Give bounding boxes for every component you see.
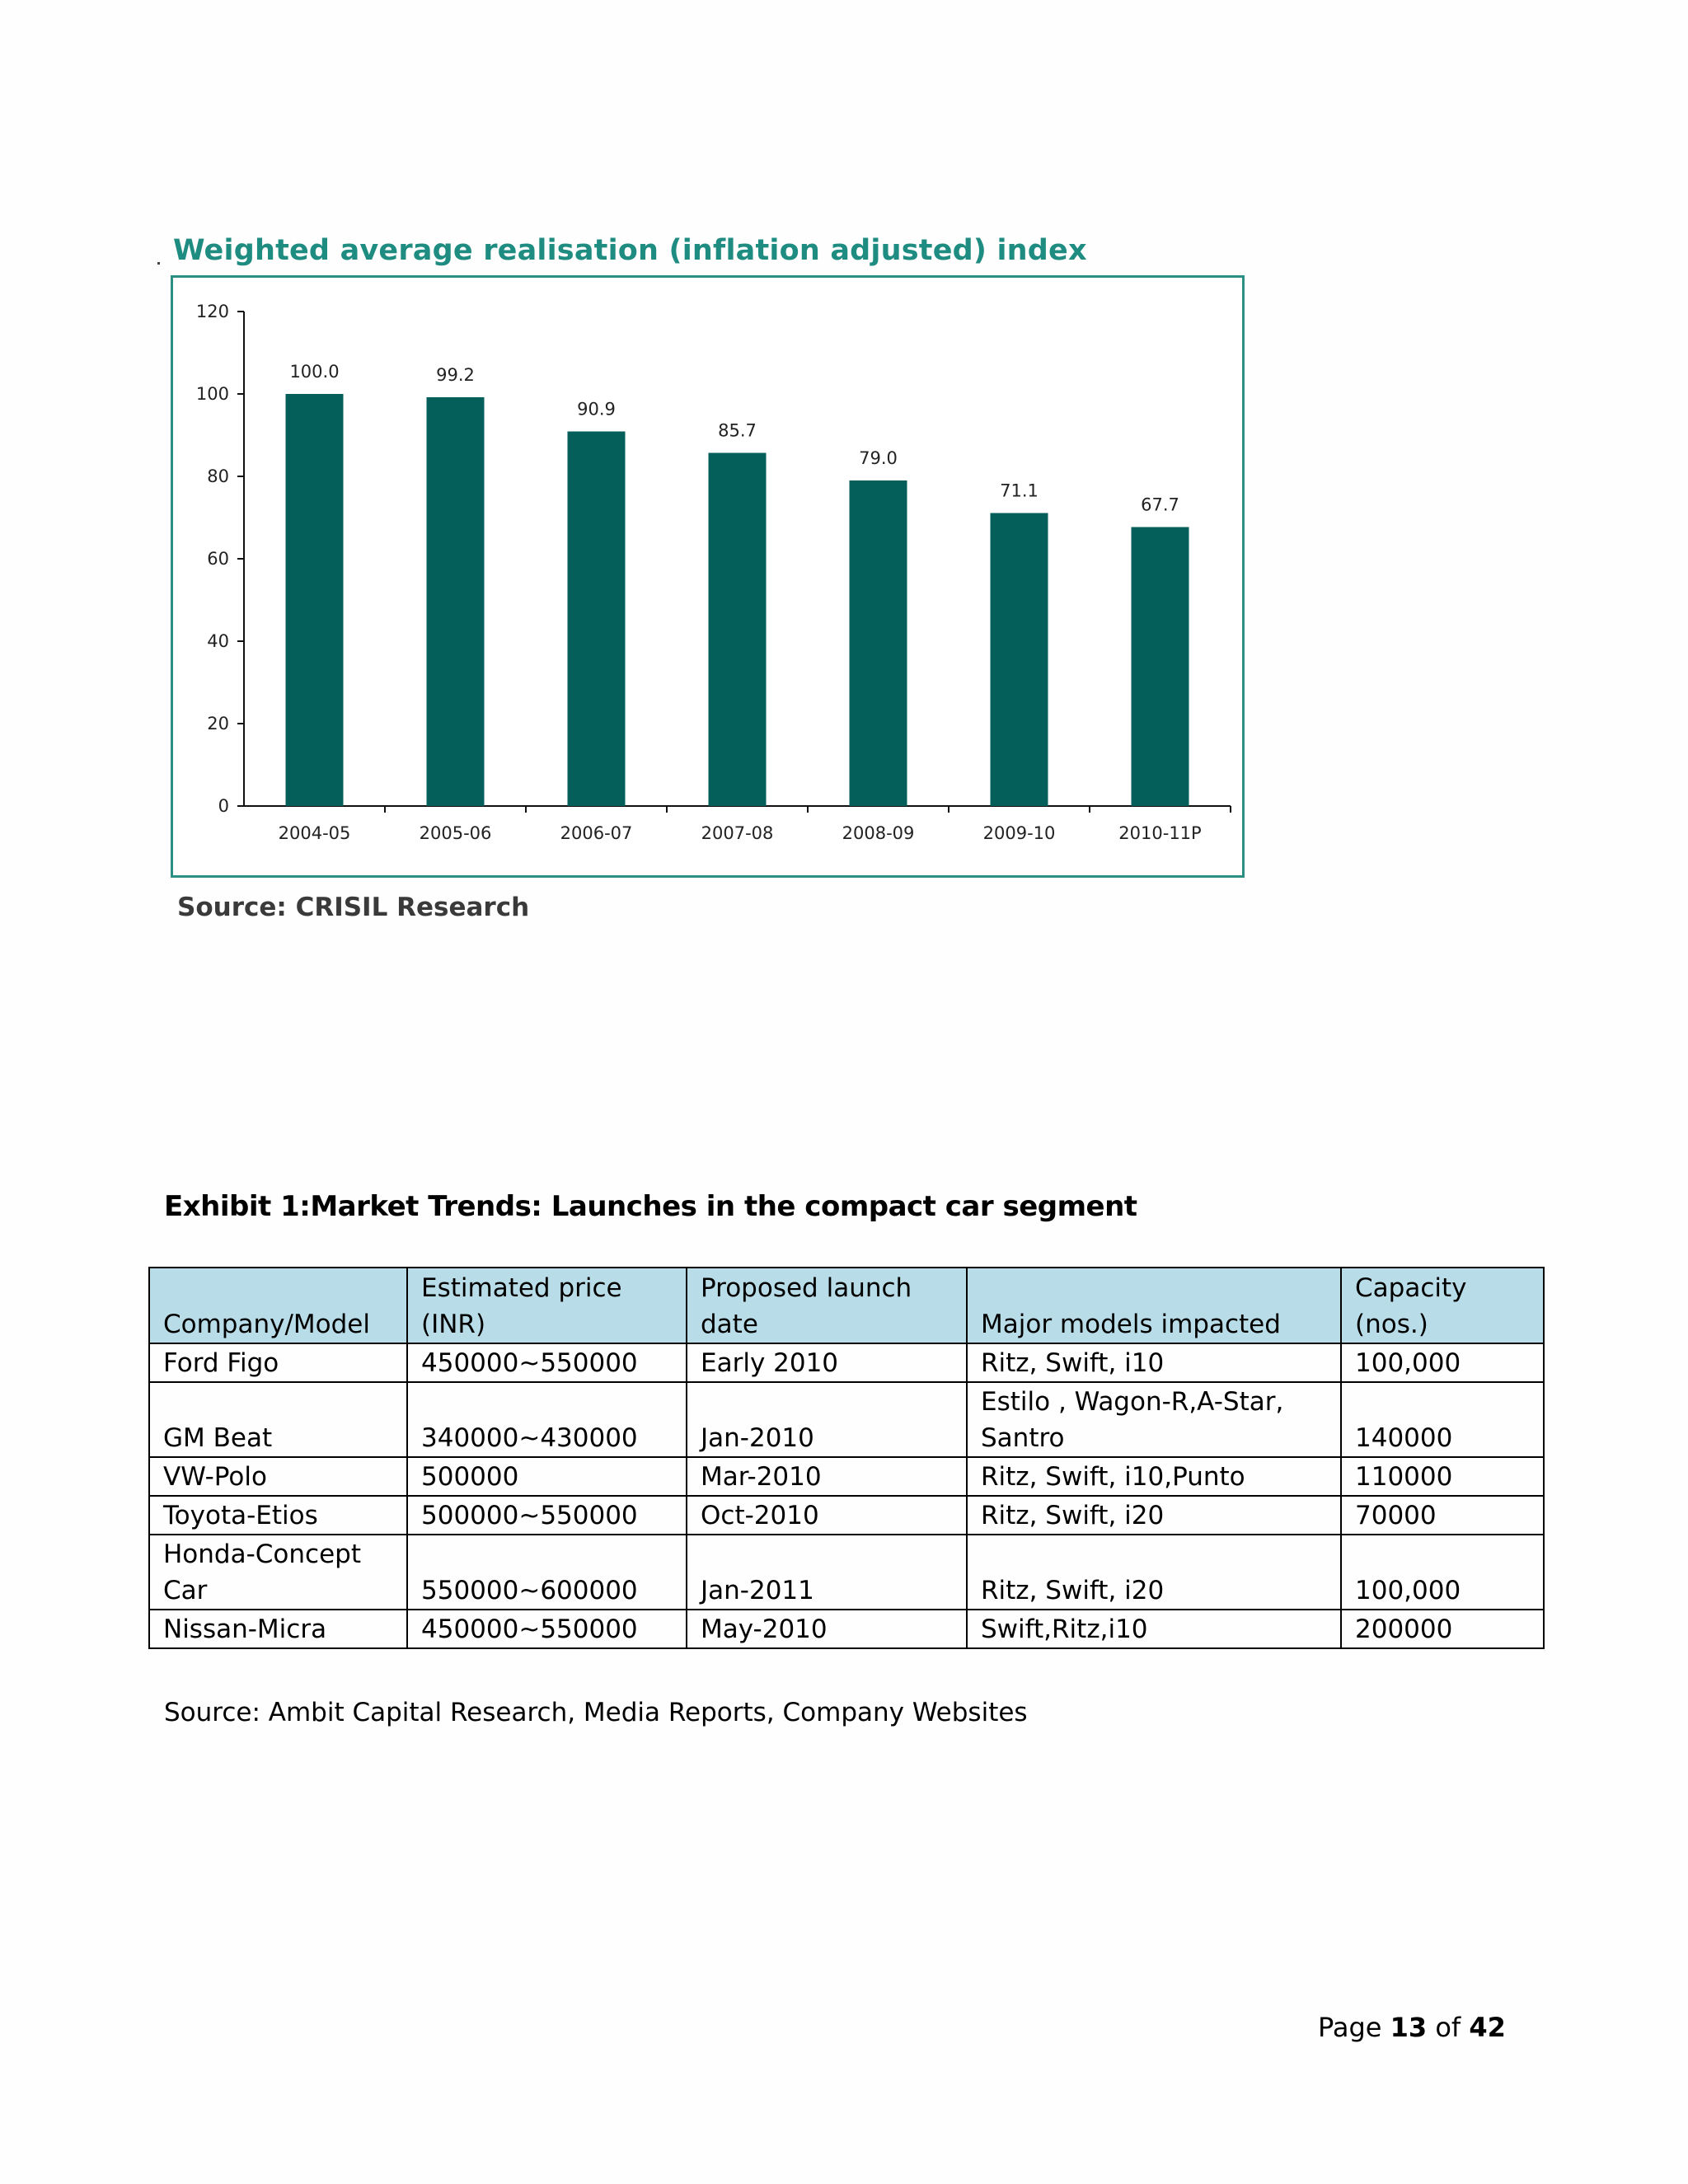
table-cell <box>687 1535 967 1610</box>
cell-text: Estilo , Wagon-R,A-Star, <box>981 1387 1284 1417</box>
column-header <box>149 1268 407 1343</box>
table-cell <box>407 1382 687 1457</box>
cell-text: 550000~600000 <box>421 1576 638 1605</box>
table-row <box>149 1382 1544 1457</box>
table-cell <box>1341 1496 1544 1535</box>
table-cell <box>967 1457 1341 1496</box>
data-label: 85.7 <box>718 420 757 441</box>
column-header-text: date <box>701 1310 758 1339</box>
column-header-text: (nos.) <box>1355 1310 1428 1339</box>
exhibit-title: Exhibit 1:Market Trends: Launches in the compact car segment <box>164 1190 1137 1223</box>
x-tick-label: 2008-09 <box>842 823 915 843</box>
chart-title: Weighted average realisation (inflation adjusted) index <box>173 234 1087 267</box>
cell-text: May-2010 <box>701 1615 828 1644</box>
table-cell <box>149 1535 407 1610</box>
column-header <box>1341 1268 1544 1343</box>
column-header-text: (INR) <box>421 1310 486 1339</box>
y-tick-label: 60 <box>207 549 229 569</box>
cell-text: Ford Figo <box>163 1348 279 1378</box>
cell-text: Ritz, Swift, i20 <box>981 1576 1165 1605</box>
table-cell <box>149 1496 407 1535</box>
x-tick-label: 2009-10 <box>982 823 1056 843</box>
cell-text: 450000~550000 <box>421 1348 638 1378</box>
cell-text: VW-Polo <box>163 1462 267 1492</box>
cell-text: Oct-2010 <box>701 1501 819 1530</box>
cell-text: Swift,Ritz,i10 <box>981 1615 1148 1644</box>
column-header <box>967 1268 1341 1343</box>
bar-chart <box>173 278 1242 875</box>
x-tick-label: 2006-07 <box>560 823 633 843</box>
x-tick-label: 2004-05 <box>278 823 351 843</box>
chart-source: Source: CRISIL Research <box>177 893 530 922</box>
column-header <box>407 1268 687 1343</box>
bar <box>568 432 626 807</box>
data-label: 90.9 <box>577 399 616 419</box>
y-tick-label: 120 <box>195 302 229 321</box>
table-source: Source: Ambit Capital Research, Media Reports, Company Websites <box>164 1698 1028 1727</box>
y-tick-label: 80 <box>207 466 229 486</box>
column-header-text: Estimated price <box>421 1273 622 1303</box>
cell-text: 340000~430000 <box>421 1423 638 1453</box>
table-cell <box>149 1382 407 1457</box>
cell-text: 200000 <box>1355 1615 1453 1644</box>
bar <box>1132 527 1189 807</box>
page-number <box>1318 2012 1506 2043</box>
table-cell <box>687 1382 967 1457</box>
column-header-text: Company/Model <box>163 1310 370 1339</box>
column-header-text: Capacity <box>1355 1273 1467 1303</box>
table-cell <box>687 1496 967 1535</box>
table-cell <box>687 1457 967 1496</box>
data-label: 67.7 <box>1141 494 1179 515</box>
cell-text: Nissan-Micra <box>163 1615 327 1644</box>
table-cell <box>1341 1535 1544 1610</box>
cell-text: Car <box>163 1576 208 1605</box>
table-cell <box>407 1496 687 1535</box>
table-cell <box>687 1610 967 1648</box>
bar <box>286 394 344 806</box>
cell-text: Jan-2010 <box>701 1423 814 1453</box>
table-cell <box>1341 1610 1544 1648</box>
cell-text: Mar-2010 <box>701 1462 822 1492</box>
cell-text: 140000 <box>1355 1423 1453 1453</box>
cell-text: Jan-2011 <box>701 1576 814 1605</box>
table-cell <box>407 1610 687 1648</box>
cell-text: Early 2010 <box>701 1348 839 1378</box>
table-cell <box>967 1610 1341 1648</box>
cell-text: Santro <box>981 1423 1065 1453</box>
x-tick-label: 2007-08 <box>701 823 774 843</box>
table-cell <box>1341 1343 1544 1382</box>
table-row <box>149 1610 1544 1648</box>
table-header-row <box>149 1268 1544 1343</box>
table-cell <box>149 1457 407 1496</box>
cell-text: GM Beat <box>163 1423 273 1453</box>
x-tick-label: 2010-11P <box>1118 823 1202 843</box>
launches-table <box>148 1267 1545 1649</box>
y-tick-label: 0 <box>218 796 229 816</box>
cell-text: 70000 <box>1355 1501 1437 1530</box>
table-row <box>149 1535 1544 1610</box>
cell-text: Toyota-Etios <box>163 1501 318 1530</box>
data-label: 99.2 <box>436 365 475 385</box>
y-tick-label: 20 <box>207 714 229 733</box>
cell-text: 100,000 <box>1355 1576 1461 1605</box>
cell-text: Honda-Concept <box>163 1540 361 1569</box>
column-header <box>687 1268 967 1343</box>
data-label: 79.0 <box>859 448 898 468</box>
column-header-text: Proposed launch <box>701 1273 912 1303</box>
y-tick-label: 40 <box>207 631 229 651</box>
cell-text: Ritz, Swift, i10,Punto <box>981 1462 1245 1492</box>
table-row <box>149 1343 1544 1382</box>
bar <box>991 513 1048 807</box>
cell-text: 450000~550000 <box>421 1615 638 1644</box>
cell-text: 500000~550000 <box>421 1501 638 1530</box>
page-prefix: Page <box>1318 2012 1382 2043</box>
x-tick-label: 2005-06 <box>419 823 492 843</box>
table-cell <box>149 1610 407 1648</box>
cell-text: Ritz, Swift, i20 <box>981 1501 1165 1530</box>
bar <box>850 480 907 806</box>
table-cell <box>967 1535 1341 1610</box>
table-cell <box>1341 1457 1544 1496</box>
table-cell <box>1341 1382 1544 1457</box>
page-current: 13 <box>1390 2012 1428 2043</box>
bar <box>709 453 767 807</box>
column-header-text: Major models impacted <box>981 1310 1281 1339</box>
cell-text: 110000 <box>1355 1462 1453 1492</box>
table-cell <box>407 1343 687 1382</box>
table-row <box>149 1496 1544 1535</box>
table-cell <box>967 1496 1341 1535</box>
chart-frame <box>171 275 1245 878</box>
bar <box>427 397 485 806</box>
data-label: 100.0 <box>289 362 340 382</box>
stray-mark <box>157 262 160 265</box>
table-row <box>149 1457 1544 1496</box>
table-cell <box>687 1343 967 1382</box>
table-cell <box>407 1457 687 1496</box>
page-total: 42 <box>1469 2012 1506 2043</box>
data-label: 71.1 <box>1000 480 1039 501</box>
table-cell <box>967 1382 1341 1457</box>
cell-text: 100,000 <box>1355 1348 1461 1378</box>
table-cell <box>407 1535 687 1610</box>
y-tick-label: 100 <box>195 384 229 404</box>
table-cell <box>967 1343 1341 1382</box>
cell-text: 500000 <box>421 1462 519 1492</box>
cell-text: Ritz, Swift, i10 <box>981 1348 1165 1378</box>
page-of: of <box>1435 2012 1461 2043</box>
table-cell <box>149 1343 407 1382</box>
